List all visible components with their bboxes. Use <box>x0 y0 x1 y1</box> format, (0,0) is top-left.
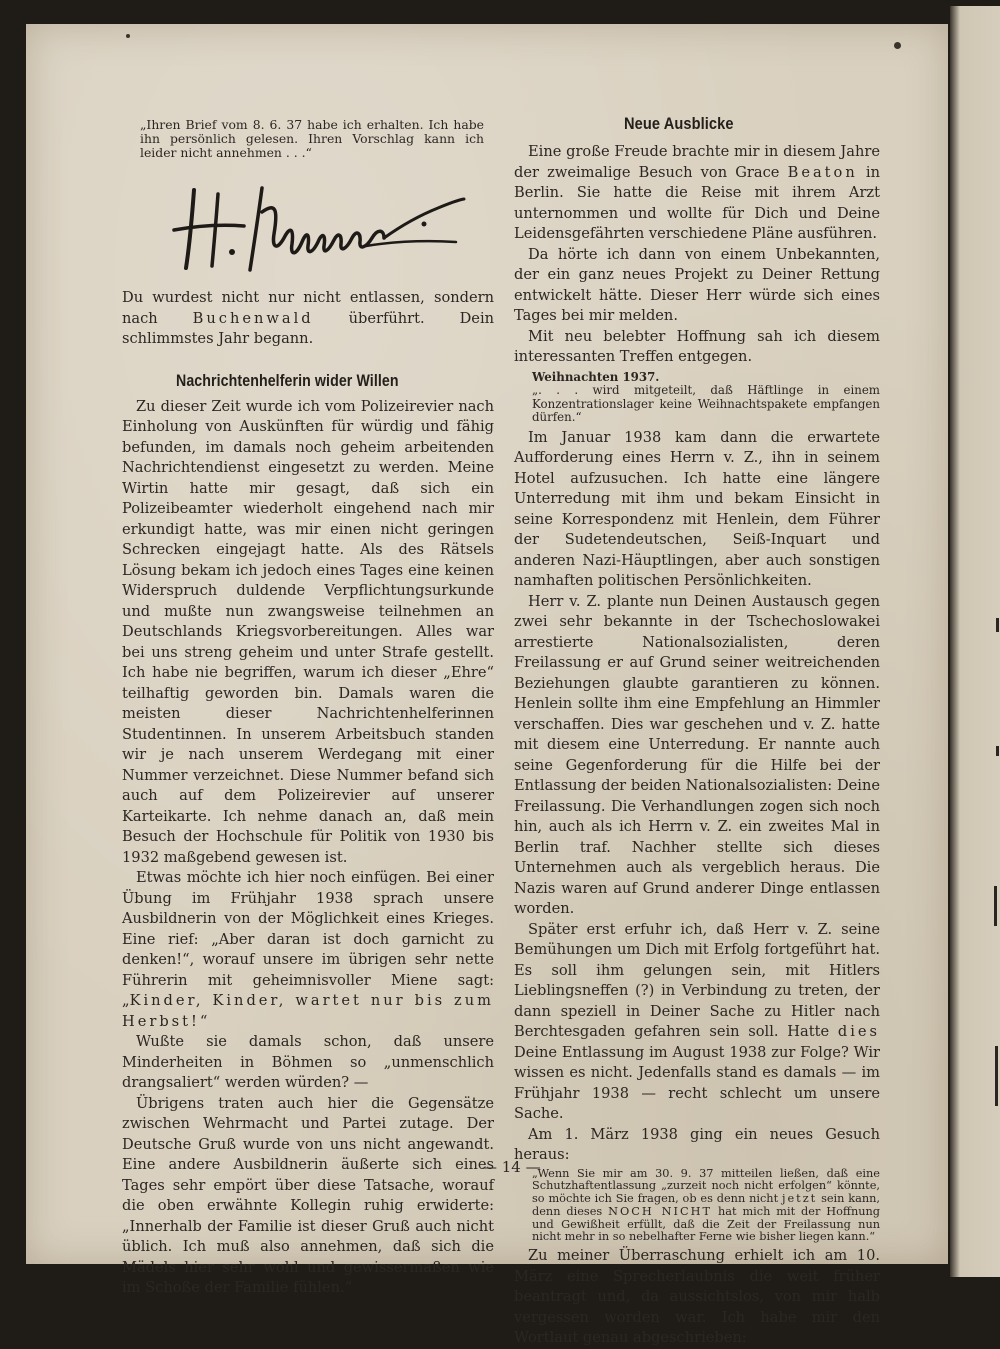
paragraph: Wußte sie damals schon, daß unsere Minderheiten in Böhmen so „unmenschlich drangsaliert“ werden würden? — <box>122 1033 494 1091</box>
document-page <box>26 24 948 1347</box>
text: sein kann, denn dieses <box>532 1192 881 1218</box>
edge-mark <box>995 1046 998 1106</box>
page-number: — 14 — <box>482 1158 541 1176</box>
paragraph: Herr v. Z. plante nun Deinen Austausch gegen zwei sehr bekannte in der Tschechoslowakei arrestierte Nationalsozialisten, deren Freilassung er auf Grund seiner weitreichenden Beziehungen glaubte garantieren zu können. Henlein sollte ihm eine Empfehlung an Himmler verschaffen. Dies war geschehen und v. Z. hatte mit diesem eine Unterredung. Er nannte auch seine Gegenforderung für die Hilfe bei der Entlassung der beiden Nationalsozialisten: Deine Freilassung. Die Verhandlungen zogen sich noch hin, auch als ich Herrn v. Z. ein zweites Mal in Berlin traf. Nachher stellte sich dieses Unternehmen auch als vergeblich heraus. Die Nazis waren auf Grund anderer Dinge entlassen worden. <box>514 592 880 917</box>
paragraph: Mit neu belebter Hoffnung sah ich diesem interessanten Treffen entgegen. <box>514 327 880 365</box>
paragraph <box>514 920 880 1125</box>
edge-mark <box>996 618 999 632</box>
paragraph: Am 1. März 1938 ging ein neues Gesuch heraus: <box>514 1125 880 1163</box>
himmler-signature <box>166 172 466 282</box>
paragraph <box>122 868 494 1032</box>
text: in Berlin. Sie hatte die Reise mit ihrem Arzt unternommen und wollte für Dich und Deine Leidensgefährten verschiedene Pläne ausführen. <box>514 163 880 242</box>
edge-mark <box>994 886 997 926</box>
text: hat mich mit der Hoffnung und Gewißheit erfüllt, daß die Zeit der Freilassung nun nicht mehr in so nebelhafter Ferne wie bisher liegen kann.“ <box>532 1204 881 1244</box>
text: überführt. Dein schlimmstes Jahr begann. <box>122 309 495 347</box>
left-column <box>122 288 494 1299</box>
next-page-edge <box>950 6 1000 1277</box>
spaced-text: Kinder, Kinder, wartet nur bis zum Herbst! <box>122 992 494 1030</box>
spaced-text: dies <box>837 1023 880 1040</box>
text: Du wurdest nicht nur nicht entlassen, sondern nach <box>122 289 494 327</box>
ink-spot <box>894 42 901 49</box>
note-block <box>532 371 880 425</box>
paragraph: Zu dieser Zeit wurde ich vom Polizeirevier nach Einholung von Auskünften für würdig und fähig befunden, im damals noch geheim arbeitenden Nachrichtendienst eingesetzt zu werden. Meine Wirtin hatte mir gesagt, daß sich ein Polizeibeamter wiederholt eingehend nach mir erkundigt hatte, was mir einen nicht geringen Schrecken eingejagt hatte. Als des Rätsels Lösung bekam ich jedoch eines Tages eine keinen Widerspruch duldende Verpflichtungsurkunde und mußte nun zwangsweise teilnehmen an Deutschlands Kriegsvorbereitungen. Alles war bei uns streng geheim und unter Strafe gestellt. Ich habe nie begriffen, warum ich dieser „Ehre“ teilhaftig geworden bin. Damals waren die meisten dieser Nachrichtenhelferinnen Studentinnen. In unserem Arbeitsbuch standen wir je nach unserem Werdegang mit einer Nummer verzeichnet. Diese Nummer befand sich auch auf dem Polizeirevier auf unserer Karteikarte. Ich nehme danach an, daß mein Besuch der Hochschule für Politik von 1930 bis 1932 maßgebend gewesen ist. <box>122 397 494 866</box>
spaced-text: jetzt <box>781 1192 818 1206</box>
text: “ <box>199 1012 208 1030</box>
paragraph: Im Januar 1938 kam dann die erwartete Aufforderung eines Herrn v. Z., ihn in seinem Hotel aufzusuchen. Ich hatte eine längere Unterredung mit ihm und bekam Einsicht in seine Korrespondenz mit Henlein, dem Führer der Sudetendeutschen, Seiß-Inquart und anderen Nazi-Häuptlingen, aber auch sonstigen namhaften politischen Persönlichkeiten. <box>514 428 880 589</box>
right-column <box>514 114 880 1349</box>
spaced-text: NOCH NICHT <box>608 1204 713 1218</box>
text: Deine Entlassung im August 1938 zur Folge? Wir wissen es nicht. Jedenfalls stand es damals — im Frühjahr 1938 — recht schlecht um unsere Sache. <box>514 1043 880 1122</box>
note-title: Weihnachten 1937. <box>532 369 660 384</box>
ink-spot <box>126 34 130 38</box>
text: Später erst erfuhr ich, daß Herr v. Z. seine Bemühungen um Dich mit Erfolg fortgeführt hat. Es soll ihm gelungen sein, mit Hitlers Lieblingsneffen (?) in Verbindung zu treten, der dann speziell in Deiner Sache zu Hitler nach Berchtesgaden gefahren sein soll. Hatte <box>514 920 880 1040</box>
section-heading: Neue Ausblicke <box>624 114 734 133</box>
paragraph <box>514 142 880 245</box>
edge-mark <box>996 746 999 756</box>
spaced-text: Beaton <box>787 163 858 181</box>
text: Etwas möchte ich hier noch einfügen. Bei einer Übung im Frühjahr 1938 sprach unsere Ausbildnerin von der Möglichkeit eines Krieges. Eine rief: „Aber daran ist doch garnicht zu denken!“, worauf unsere im übrigen sehr nette Führerin mit geheimnisvoller Miene sagt: „ <box>122 869 494 1009</box>
text: Eine große Freude brachte mir in diesem Jahre der zweimalige Besuch von Grace <box>514 143 880 181</box>
paragraph-intro <box>122 288 494 350</box>
petition-quote <box>532 1168 880 1245</box>
himmler-quote: „Ihren Brief vom 8. 6. 37 habe ich erhalten. Ich habe ihn persönlich gelesen. Ihren Vorschlag kann ich leider nicht annehmen . . .“ <box>140 117 484 160</box>
paragraph: Zu meiner Überraschung erhielt ich am 10. März eine Sprecherlaubnis die weit früher beantragt und, da aussichtslos, von mir halb vergessen worden war. Ich habe mir den Wortlaut genau abgeschrieben: <box>514 1247 880 1347</box>
text: „Wenn Sie mir am 30. 9. 37 mitteilen ließen, daß eine Schutzhaftentlassung „zurzeit noch nicht erfolgen“ könnte, so möchte ich Sie fragen, ob es denn nicht <box>532 1166 880 1206</box>
spaced-text: Buchenwald <box>192 309 314 327</box>
section-heading: Nachrichtenhelferin wider Willen <box>176 371 399 390</box>
paragraph: Da hörte ich dann von einem Unbekannten, der ein ganz neues Projekt zu Deiner Rettung entwickelt hätte. Dieser Herr würde sich eines Tages bei mir melden. <box>514 245 880 324</box>
note-body: „. . . wird mitgeteilt, daß Häftlinge in einem Konzentrationslager keine Weihnachtspakete empfangen dürfen.“ <box>532 383 880 424</box>
paragraph: Übrigens traten auch hier die Gegensätze zwischen Wehrmacht und Partei zutage. Der Deutsche Gruß wurde von uns nicht angewandt. Eine andere Ausbildnerin äußerte sich eines Tages sehr empört über diese Tatsache, worauf die oben erwähnte Kollegin ruhig erwiderte: „Innerhalb der Familie ist dieser Gruß auch nicht üblich. Ich muß also annehmen, daß sich die Mädels hier sehr wohl und gewissermaßen wie im Schoße der Familie fühlen.“ <box>122 1094 494 1296</box>
